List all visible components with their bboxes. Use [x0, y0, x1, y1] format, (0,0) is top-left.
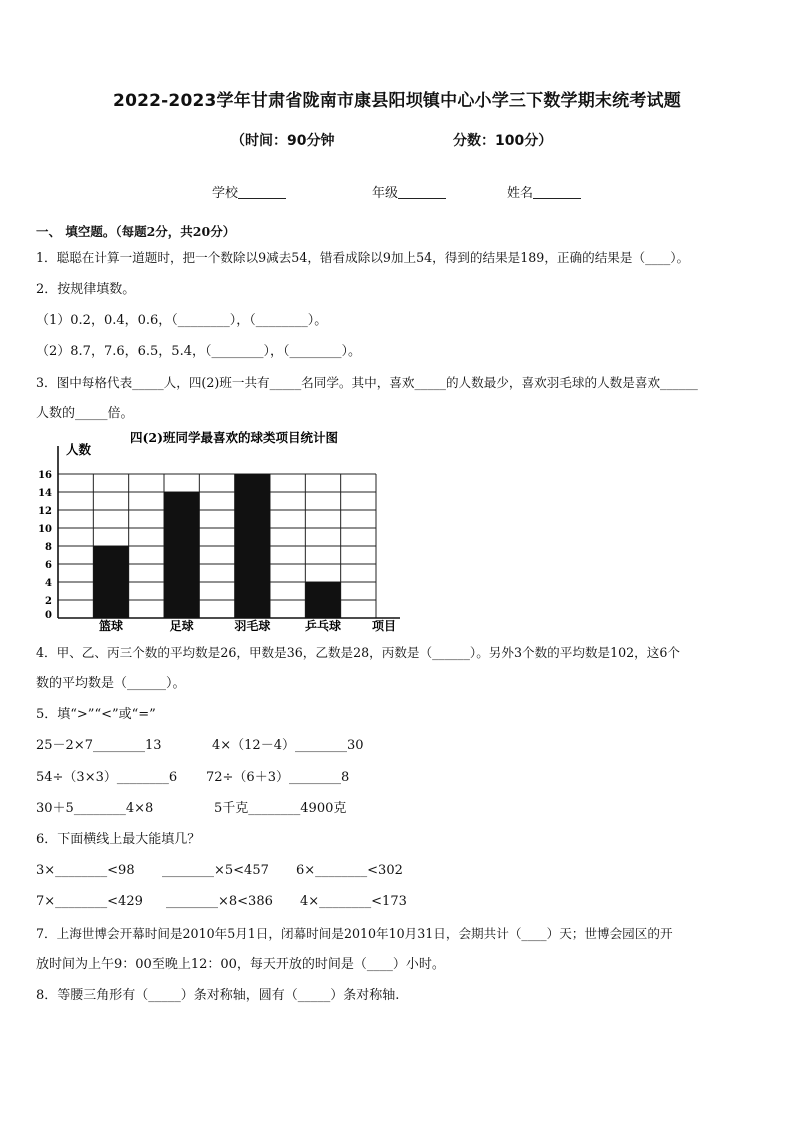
question-8: 8．等腰三角形有（_____）条对称轴，圆有（_____）条对称轴. [36, 988, 400, 1003]
question-6-c: 6×________<302 [296, 863, 403, 878]
bar-chart [30, 428, 410, 638]
question-5-f: 5千克________4900克 [214, 801, 347, 816]
question-6-a: 3×________<98 [36, 863, 135, 878]
question-5-a: 25－2×7________13 [36, 738, 162, 753]
x-tick-label: 足球 [169, 619, 194, 633]
question-5-d: 72÷（6＋3）________8 [206, 770, 350, 785]
bar-2 [164, 492, 199, 618]
question-7-line-1: 7．上海世博会开幕时间是2010年5月1日，闭幕时间是2010年10月31日，会期共计（____）天；世博会园区的开 [36, 926, 673, 941]
y-tick-label: 2 [45, 596, 52, 607]
x-tick-label: 羽毛球 [234, 619, 271, 633]
exam-time: （时间：90分钟 [231, 133, 335, 149]
school-label: 学校 [212, 186, 239, 201]
name-field [507, 182, 581, 201]
y-axis-label: 人数 [66, 442, 92, 457]
bar-1 [93, 546, 128, 618]
grade-label: 年级 [372, 186, 399, 201]
y-tick-label: 10 [38, 524, 52, 535]
question-6-e: ________×8<386 [166, 894, 273, 909]
question-3-line-1: 3．图中每格代表_____人，四(2)班一共有_____名同学。其中，喜欢_____的人数最少，喜欢羽毛球的人数是喜欢______ [36, 375, 698, 390]
question-6-d: 7×________<429 [36, 894, 143, 909]
y-tick-label: 8 [45, 542, 52, 553]
y-tick-label: 12 [38, 506, 52, 517]
question-5-e: 30＋5________4×8 [36, 801, 154, 816]
school-field [212, 182, 286, 201]
question-2-part-2: （2）8.7，7.6，6.5，5.4，（________），（________）。 [36, 344, 361, 359]
name-blank [533, 185, 581, 199]
grade-blank [398, 185, 446, 199]
y-tick-label: 4 [45, 578, 52, 589]
question-4-line-1: 4．甲、乙、丙三个数的平均数是26，甲数是36，乙数是28，丙数是（______）。另外3个数的平均数是102，这6个 [36, 645, 680, 660]
school-blank [238, 185, 286, 199]
question-4-line-2: 数的平均数是（______）。 [36, 676, 186, 691]
chart-title: 四(2)班同学最喜欢的球类项目统计图 [130, 430, 339, 445]
question-6-b: ________×5<457 [162, 863, 269, 878]
x-axis-label: 项目 [372, 619, 397, 633]
exam-score: 分数：100分） [453, 133, 553, 149]
question-2-part-1: （1）0.2，0.4，0.6，（________），（________）。 [36, 313, 328, 328]
question-6-title: 6．下面横线上最大能填几？ [36, 832, 201, 847]
page-title: 2022-2023学年甘肃省陇南市康县阳坝镇中心小学三下数学期末统考试题 [113, 91, 681, 111]
question-1: 1．聪聪在计算一道题时，把一个数除以9减去54，错看成除以9加上54，得到的结果是189，正确的结果是（____）。 [36, 250, 690, 265]
question-5-b: 4×（12－4）________30 [212, 738, 364, 753]
bar-4 [305, 582, 340, 618]
name-label: 姓名 [507, 186, 534, 201]
question-7-line-2: 放时间为上午9：00至晚上12：00，每天开放的时间是（____）小时。 [36, 957, 445, 972]
y-tick-label: 0 [45, 610, 52, 621]
question-6-f: 4×________<173 [300, 894, 407, 909]
section-heading: 一、 填空题。（每题2分，共20分） [36, 224, 236, 239]
y-tick-label: 14 [38, 488, 52, 499]
question-2-title: 2．按规律填数。 [36, 282, 136, 297]
chart-y-ticks [38, 470, 52, 621]
y-tick-label: 6 [45, 560, 52, 571]
bar-3 [235, 474, 270, 618]
chart-x-ticks [99, 618, 341, 633]
question-5-c: 54÷（3×3）________6 [36, 770, 178, 785]
x-tick-label: 乒乓球 [304, 619, 342, 633]
x-tick-label: 篮球 [98, 619, 124, 633]
y-tick-label: 16 [38, 470, 52, 481]
question-5-title: 5．填“>”“<”或“=” [36, 707, 156, 722]
question-3-line-2: 人数的_____倍。 [36, 406, 134, 421]
grade-field [372, 182, 446, 201]
